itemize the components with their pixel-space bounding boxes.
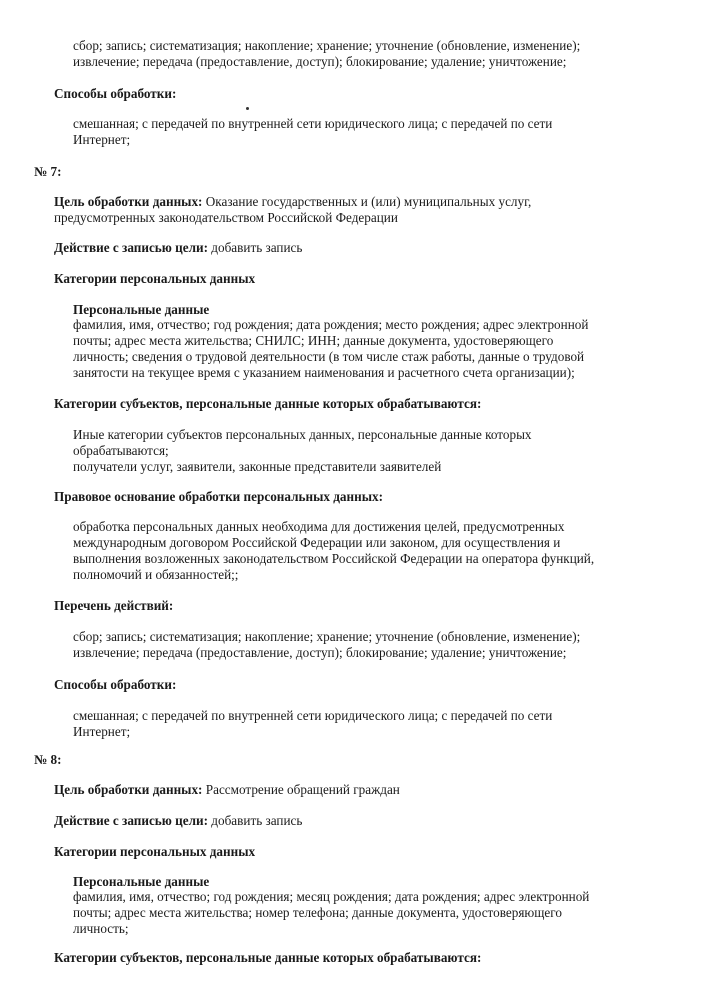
- subjects-line: Иные категории субъектов персональных данных, персональные данные которых: [73, 427, 532, 442]
- purpose-label: Цель обработки данных:: [54, 782, 203, 797]
- purpose-line: [54, 782, 400, 798]
- legal-line: международным договором Российской Федерации или законом, для осуществления и: [73, 535, 561, 550]
- legal-heading: Правовое основание обработки персональных данных:: [54, 489, 383, 504]
- actions-heading: Перечень действий:: [54, 598, 174, 613]
- pd-heading: Персональные данные: [73, 874, 210, 889]
- purpose-line: предусмотренных законодательством Российской Федерации: [54, 210, 398, 225]
- categories-heading: Категории персональных данных: [54, 844, 256, 859]
- action-line: [54, 240, 302, 256]
- pd-line: фамилия, имя, отчество; год рождения; месяц рождения; дата рождения; адрес электронной: [73, 889, 590, 904]
- purpose-label: Цель обработки данных:: [54, 194, 203, 209]
- pd-line: фамилия, имя, отчество; год рождения; дата рождения; место рождения; адрес электронной: [73, 317, 589, 332]
- action-value: добавить запись: [208, 813, 303, 828]
- action-label: Действие с записью цели:: [54, 240, 208, 255]
- actions-line: сбор; запись; систематизация; накопление; хранение; уточнение (обновление, изменение);: [73, 38, 581, 53]
- actions-line: сбор; запись; систематизация; накопление; хранение; уточнение (обновление, изменение);: [73, 629, 581, 644]
- legal-line: полномочий и обязанностей;;: [73, 567, 239, 582]
- pd-heading: Персональные данные: [73, 302, 210, 317]
- purpose-value: Рассмотрение обращений граждан: [202, 782, 400, 797]
- action-value: добавить запись: [208, 240, 303, 255]
- subjects-heading: Категории субъектов, персональные данные которых обрабатываются:: [54, 396, 482, 411]
- pd-line: занятости на текущее время с указанием наименования и расчетного счета организации);: [73, 365, 575, 380]
- purpose-value: Оказание государственных и (или) муниципальных услуг,: [202, 194, 532, 209]
- subjects-line: обрабатываются;: [73, 443, 169, 458]
- item-number: № 7:: [34, 164, 62, 179]
- methods-heading: Способы обработки:: [54, 86, 177, 101]
- methods-line: Интернет;: [73, 724, 131, 739]
- actions-line: извлечение; передача (предоставление, доступ); блокирование; удаление; уничтожение;: [73, 645, 567, 660]
- pd-line: почты; адрес места жительства; СНИЛС; ИНН; данные документа, удостоверяющего: [73, 333, 554, 348]
- subjects-line: получатели услуг, заявители, законные представители заявителей: [73, 459, 442, 474]
- legal-line: обработка персональных данных необходима для достижения целей, предусмотренных: [73, 519, 565, 534]
- methods-line: Интернет;: [73, 132, 131, 147]
- legal-line: выполнения возложенных законодательством Российской Федерации на оператора функций,: [73, 551, 595, 566]
- actions-line: извлечение; передача (предоставление, доступ); блокирование; удаление; уничтожение;: [73, 54, 567, 69]
- methods-line: смешанная; с передачей по внутренней сети юридического лица; с передачей по сети: [73, 116, 553, 131]
- methods-heading: Способы обработки:: [54, 677, 177, 692]
- categories-heading: Категории персональных данных: [54, 271, 256, 286]
- item-number: № 8:: [34, 752, 62, 767]
- pd-line: личность; сведения о трудовой деятельности (в том числе стаж работы, данные о трудовой: [73, 349, 585, 364]
- action-line: [54, 813, 302, 829]
- action-label: Действие с записью цели:: [54, 813, 208, 828]
- pd-line: личность;: [73, 921, 129, 936]
- pd-line: почты; адрес места жительства; номер телефона; данные документа, удостоверяющего: [73, 905, 562, 920]
- purpose-line: [54, 194, 531, 210]
- methods-line: смешанная; с передачей по внутренней сети юридического лица; с передачей по сети: [73, 708, 553, 723]
- subjects-heading: Категории субъектов, персональные данные которых обрабатываются:: [54, 950, 482, 965]
- scan-speck: [246, 107, 249, 110]
